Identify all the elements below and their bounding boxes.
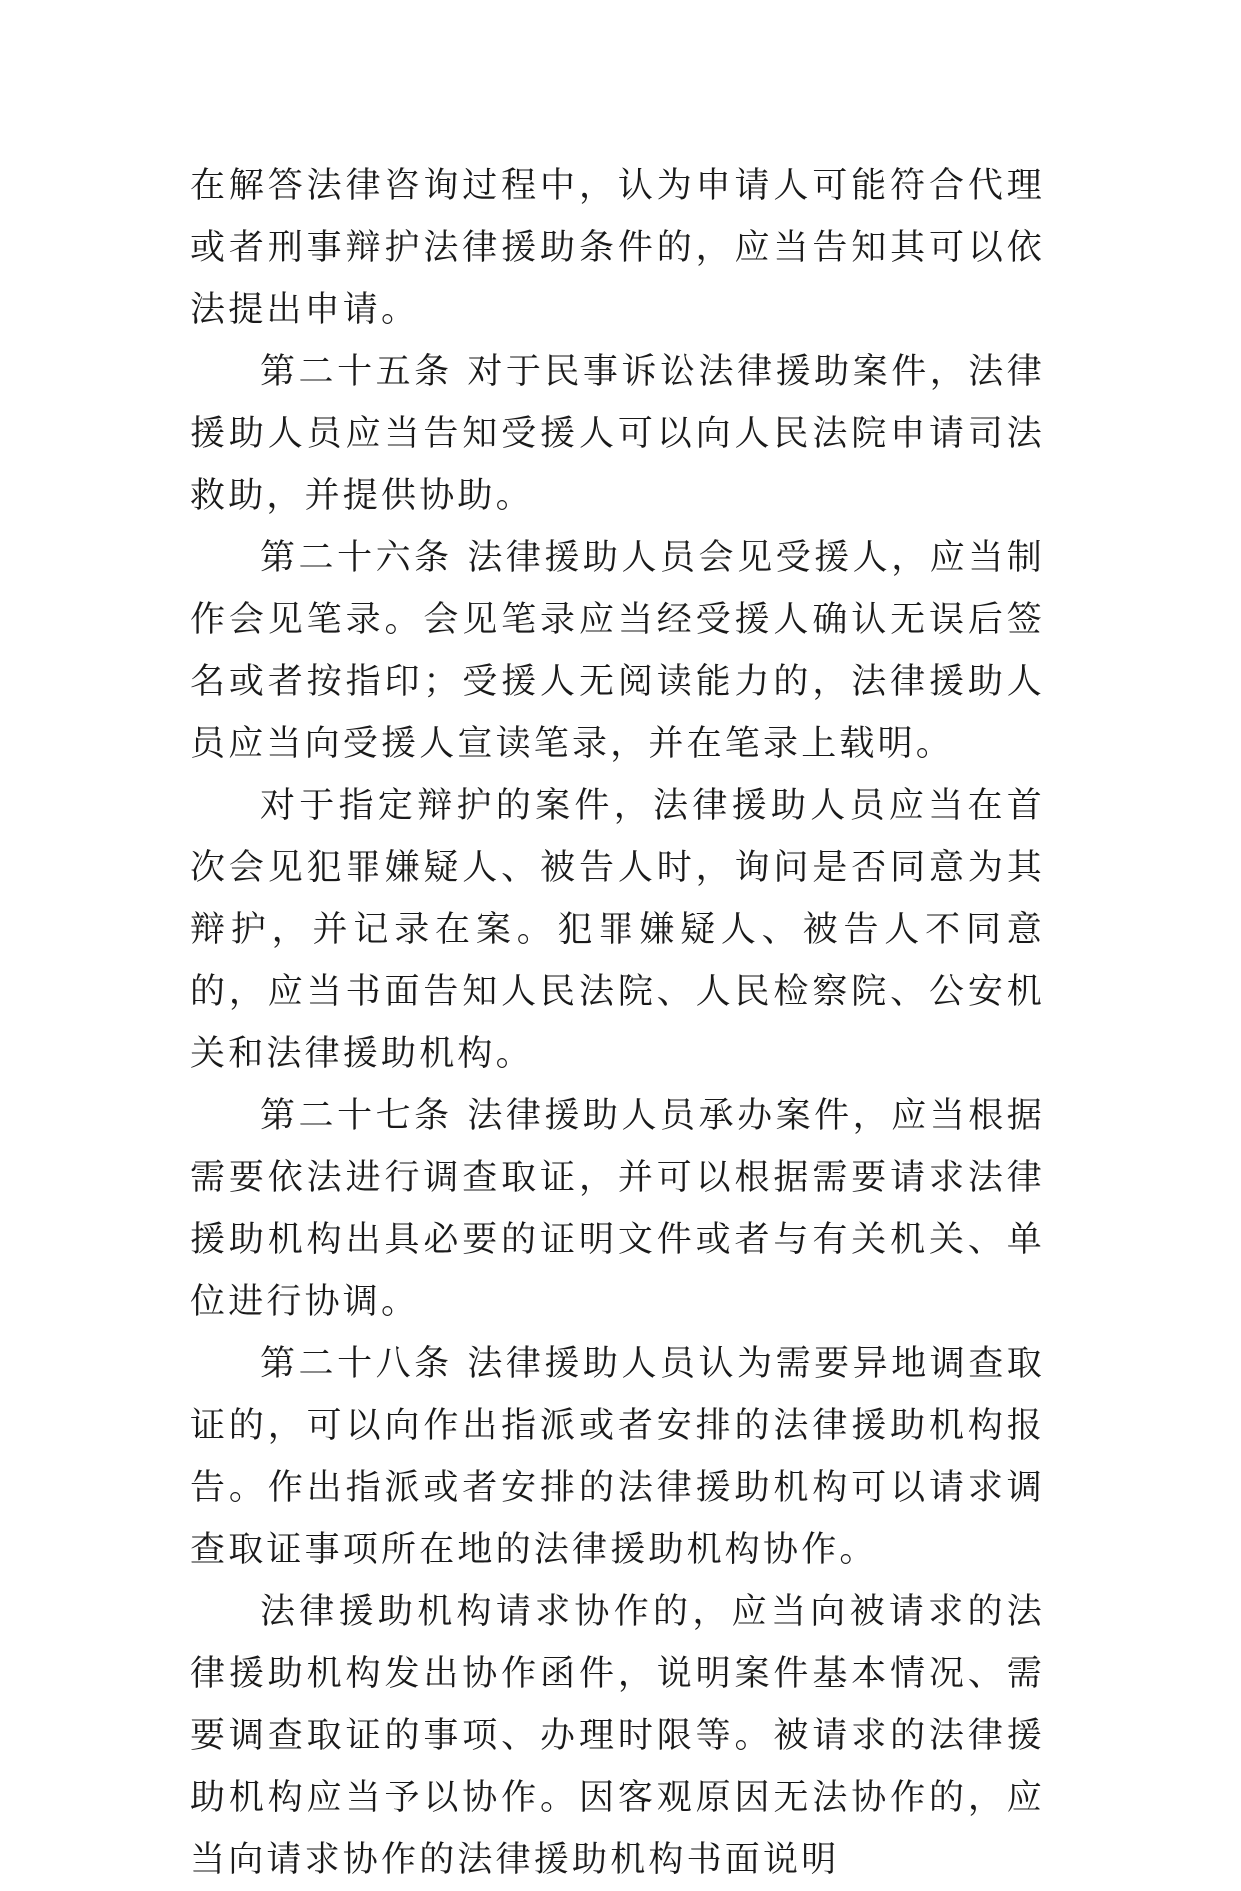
paragraph-article-26: 第二十六条 法律援助人员会见受援人，应当制作会见笔录。会见笔录应当经受援人确认无误后签名或者按指印；受援人无阅读能力的，法律援助人员应当向受援人宣读笔录，并在笔录上载明。 — [190, 538, 1045, 764]
paragraph-cooperation: 法律援助机构请求协作的，应当向被请求的法律援助机构发出协作函件，说明案件基本情况、需要调查取证的事项、办理时限等。被请求的法律援助机构应当予以协作。因客观原因无法协作的，应当向请求协作的法律援助机构书面说明 — [190, 1592, 1045, 1880]
paragraph-article-27: 第二十七条 法律援助人员承办案件，应当根据需要依法进行调查取证，并可以根据需要请求法律援助机构出具必要的证明文件或者与有关机关、单位进行协调。 — [190, 1096, 1045, 1322]
paragraph-1: 在解答法律咨询过程中，认为申请人可能符合代理或者刑事辩护法律援助条件的，应当告知其可以依法提出申请。 — [190, 166, 1045, 330]
paragraph-article-25: 第二十五条 对于民事诉讼法律援助案件，法律援助人员应当告知受援人可以向人民法院申请司法救助，并提供协助。 — [190, 352, 1045, 516]
document-body — [190, 155, 1045, 1891]
paragraph-designated-defense: 对于指定辩护的案件，法律援助人员应当在首次会见犯罪嫌疑人、被告人时，询问是否同意为其辩护，并记录在案。犯罪嫌疑人、被告人不同意的，应当书面告知人民法院、人民检察院、公安机关和法律援助机构。 — [190, 786, 1045, 1074]
paragraph-article-28: 第二十八条 法律援助人员认为需要异地调查取证的，可以向作出指派或者安排的法律援助机构报告。作出指派或者安排的法律援助机构可以请求调查取证事项所在地的法律援助机构协作。 — [190, 1344, 1045, 1570]
